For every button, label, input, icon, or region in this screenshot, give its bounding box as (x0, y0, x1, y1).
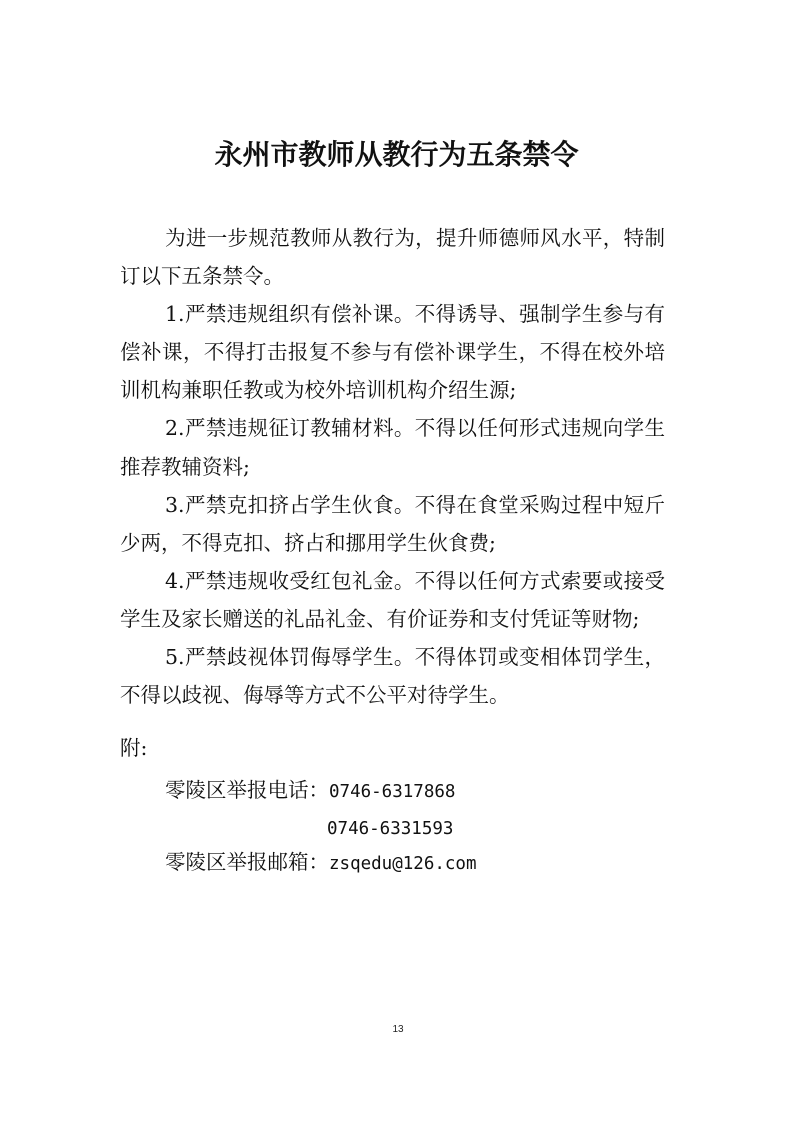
paragraph-line: 不得以歧视、侮辱等方式不公平对待学生。 (120, 683, 510, 708)
appendix-label: 附: (120, 736, 148, 760)
paragraph-line: 少两，不得克扣、挤占和挪用学生伙食费; (120, 530, 496, 555)
paragraph-line: 推荐教辅资料; (120, 454, 250, 479)
paragraph-line: 3.严禁克扣挤占学生伙食。不得在食堂采购过程中短斤 (165, 492, 665, 517)
paragraph-line: 订以下五条禁令。 (120, 264, 284, 289)
phone-row (165, 771, 455, 809)
email-address: zsqedu@126.com (329, 854, 477, 874)
paragraph-rule-2 (120, 409, 665, 485)
paragraph-line: 4.严禁违规收受红包礼金。不得以任何方式索要或接受 (165, 568, 665, 593)
paragraph-rule-5 (120, 638, 665, 714)
phone-label: 零陵区举报电话： (165, 778, 329, 802)
phone-number: 0746-6317868 (329, 782, 456, 802)
email-row (165, 843, 477, 881)
document-body (120, 219, 665, 714)
document-title: 永州市教师从教行为五条禁令 (214, 138, 579, 171)
paragraph-line: 为进一步规范教师从教行为，提升师德师风水平，特制 (165, 226, 665, 250)
page-number: 13 (392, 1024, 404, 1035)
paragraph-line: 5.严禁歧视体罚侮辱学生。不得体罚或变相体罚学生， (165, 645, 665, 670)
phone-number: 0746-6331593 (327, 819, 454, 839)
paragraph-line: 2.严禁违规征订教辅材料。不得以任何形式违规向学生 (165, 416, 665, 441)
paragraph-rule-3 (120, 486, 665, 562)
paragraph-rule-4 (120, 562, 665, 638)
paragraph-line: 1.严禁违规组织有偿补课。不得诱导、强制学生参与有 (165, 302, 665, 327)
paragraph-line: 训机构兼职任教或为校外培训机构介绍生源; (120, 378, 517, 403)
paragraph-line: 偿补课，不得打击报复不参与有偿补课学生，不得在校外培 (120, 340, 665, 365)
phone-row-secondary (327, 808, 453, 846)
paragraph-line: 学生及家长赠送的礼品礼金、有价证券和支付凭证等财物; (120, 606, 640, 631)
paragraph-intro (120, 219, 665, 295)
paragraph-rule-1 (120, 295, 665, 409)
email-label: 零陵区举报邮箱： (165, 850, 329, 874)
